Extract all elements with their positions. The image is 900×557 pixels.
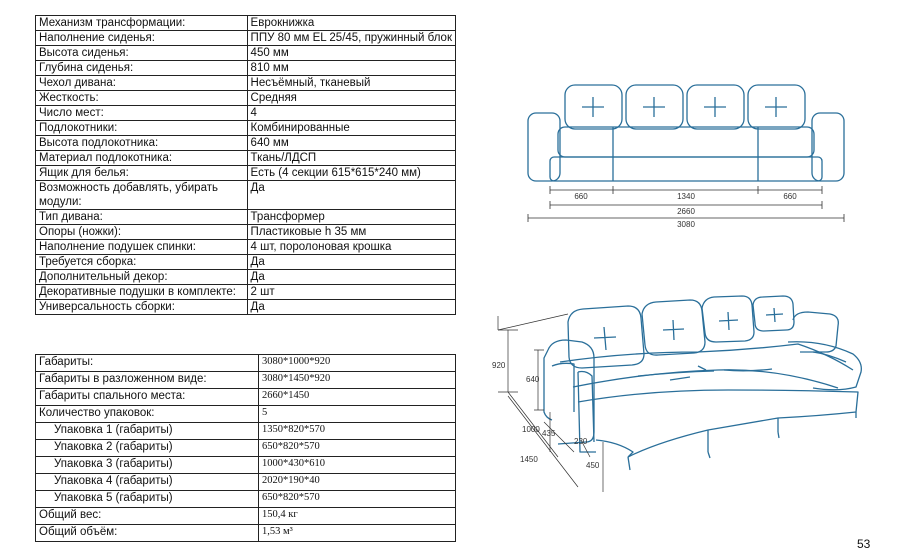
spec-label: Возможность добавлять, убирать модули: [36, 181, 248, 210]
spec-value: 4 [247, 106, 455, 121]
spec-label: Декоративные подушки в комплекте: [36, 285, 248, 300]
dimension-label: Общий объём: [36, 525, 259, 542]
spec-label: Наполнение сиденья: [36, 31, 248, 46]
dimension-row [36, 525, 456, 542]
dim-sleep-label: 2660 [677, 207, 695, 216]
spec-value: Еврокнижка [247, 16, 455, 31]
dimension-row [36, 372, 456, 389]
spec-row [36, 16, 456, 31]
spec-row [36, 300, 456, 315]
spec-row [36, 210, 456, 225]
spec-value: 2 шт [247, 285, 455, 300]
spec-label: Подлокотники: [36, 121, 248, 136]
dimension-value: 5 [259, 406, 456, 423]
dimension-label: Габариты в разложенном виде: [36, 372, 259, 389]
spec-row [36, 181, 456, 210]
dimension-value: 2660*1450 [259, 389, 456, 406]
spec-value: 4 шт, поролоновая крошка [247, 240, 455, 255]
dimension-row [36, 406, 456, 423]
dimension-row [36, 423, 456, 440]
dimension-label: Габариты спального места: [36, 389, 259, 406]
spec-value: ППУ 80 мм EL 25/45, пружинный блок [247, 31, 455, 46]
spec-row [36, 151, 456, 166]
spec-row [36, 285, 456, 300]
spec-label: Жесткость: [36, 91, 248, 106]
dim-seat-depth-label: 435 [542, 429, 556, 438]
spec-value: Комбинированные [247, 121, 455, 136]
spec-value: Ткань/ЛДСП [247, 151, 455, 166]
spec-value: Есть (4 секции 615*615*240 мм) [247, 166, 455, 181]
dimension-label: Упаковка 4 (габариты) [36, 474, 259, 491]
dimensions-table [35, 354, 456, 542]
spec-row [36, 106, 456, 121]
spec-row [36, 91, 456, 106]
spec-label: Универсальность сборки: [36, 300, 248, 315]
dimension-row [36, 508, 456, 525]
dimension-row [36, 491, 456, 508]
dimension-value: 1000*430*610 [259, 457, 456, 474]
dimension-row [36, 389, 456, 406]
dim-right-label: 660 [783, 192, 797, 201]
dimension-value: 3080*1450*920 [259, 372, 456, 389]
spec-label: Механизм трансформации: [36, 16, 248, 31]
dimension-value: 650*820*570 [259, 440, 456, 457]
spec-label: Высота подлокотника: [36, 136, 248, 151]
spec-label: Дополнительный декор: [36, 270, 248, 285]
spec-label: Глубина сиденья: [36, 61, 248, 76]
spec-row [36, 136, 456, 151]
spec-row [36, 31, 456, 46]
dimension-label: Упаковка 1 (габариты) [36, 423, 259, 440]
dimension-label: Упаковка 5 (габариты) [36, 491, 259, 508]
spec-value: 640 мм [247, 136, 455, 151]
dimension-value: 3080*1000*920 [259, 355, 456, 372]
spec-value: 450 мм [247, 46, 455, 61]
dimension-label: Общий вес: [36, 508, 259, 525]
dimension-value: 1350*820*570 [259, 423, 456, 440]
dim-total-label: 3080 [677, 220, 695, 229]
spec-row [36, 121, 456, 136]
dim-seat-height-label: 450 [586, 461, 600, 470]
dimension-label: Количество упаковок: [36, 406, 259, 423]
spec-label: Ящик для белья: [36, 166, 248, 181]
specifications-table [35, 15, 456, 315]
spec-label: Высота сиденья: [36, 46, 248, 61]
spec-row [36, 270, 456, 285]
spec-row [36, 76, 456, 91]
spec-value: Да [247, 270, 455, 285]
spec-label: Требуется сборка: [36, 255, 248, 270]
dim-depth-label: 1000 [522, 425, 540, 434]
spec-row [36, 240, 456, 255]
dimension-value: 650*820*570 [259, 491, 456, 508]
spec-value: Да [247, 255, 455, 270]
spec-label: Число мест: [36, 106, 248, 121]
spec-label: Тип дивана: [36, 210, 248, 225]
dimension-label: Упаковка 3 (габариты) [36, 457, 259, 474]
spec-row [36, 61, 456, 76]
dimension-row [36, 440, 456, 457]
dimension-label: Упаковка 2 (габариты) [36, 440, 259, 457]
dim-unfolded-depth-label: 1450 [520, 455, 538, 464]
spec-label: Чехол дивана: [36, 76, 248, 91]
spec-label: Наполнение подушек спинки: [36, 240, 248, 255]
dim-arm-height-label: 640 [526, 375, 540, 384]
spec-value: Средняя [247, 91, 455, 106]
page-number: 53 [857, 537, 871, 551]
dimension-value: 150,4 кг [259, 508, 456, 525]
spec-row [36, 46, 456, 61]
dimension-value: 2020*190*40 [259, 474, 456, 491]
spec-row [36, 225, 456, 240]
dimension-label: Габариты: [36, 355, 259, 372]
dim-height-total-label: 920 [492, 361, 506, 370]
spec-row [36, 166, 456, 181]
sofa-front-drawing [520, 75, 850, 230]
dimension-value: 1,53 м³ [259, 525, 456, 542]
spec-value: Пластиковые h 35 мм [247, 225, 455, 240]
spec-label: Материал подлокотника: [36, 151, 248, 166]
spec-row [36, 255, 456, 270]
spec-label: Опоры (ножки): [36, 225, 248, 240]
sofa-iso-drawing [478, 292, 878, 520]
dimension-row [36, 355, 456, 372]
dimension-row [36, 474, 456, 491]
dim-arm-width-label: 230 [574, 437, 588, 446]
spec-value: 810 мм [247, 61, 455, 76]
dim-center-label: 1340 [677, 192, 695, 201]
spec-value: Несъёмный, тканевый [247, 76, 455, 91]
dimension-row [36, 457, 456, 474]
dim-left-label: 660 [574, 192, 588, 201]
spec-value: Трансформер [247, 210, 455, 225]
spec-value: Да [247, 181, 455, 210]
spec-value: Да [247, 300, 455, 315]
